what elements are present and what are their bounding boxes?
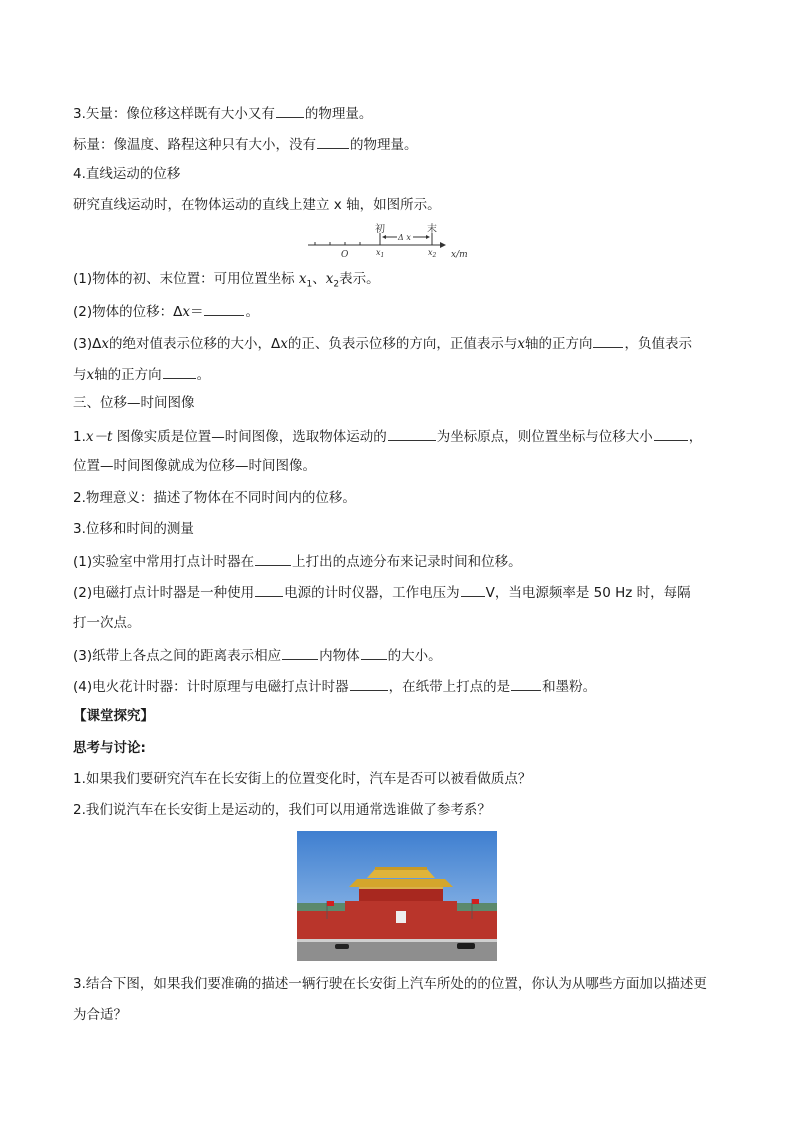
text: ，在纸带上打点的是 <box>388 679 511 695</box>
s3-p2: 2.物理意义：描述了物体在不同时间内的位移。 <box>73 490 356 506</box>
var: x－t <box>85 429 113 445</box>
fill-blank[interactable] <box>276 103 304 118</box>
text: 的绝对值表示位移的大小，Δ <box>108 336 281 352</box>
explore-subheading: 思考与讨论: <box>73 740 146 756</box>
text: ＝ <box>189 304 204 320</box>
text: 、 <box>312 271 326 287</box>
car <box>335 944 349 949</box>
text: 的大小。 <box>387 648 442 664</box>
tiananmen-photo <box>297 831 497 961</box>
q4-item2 <box>73 301 259 321</box>
text: 的物理量。 <box>350 137 418 153</box>
axis-arrow <box>440 242 446 248</box>
text: 表示。 <box>339 271 380 287</box>
s3-item2-line1 <box>73 582 691 602</box>
lower-roof <box>349 879 453 887</box>
label-x1: $x_1$ <box>376 248 385 259</box>
subscript: 2 <box>333 279 340 290</box>
s3-item2-line2: 打一次点。 <box>73 615 141 631</box>
var: x <box>86 367 95 383</box>
s3-item3 <box>73 645 442 665</box>
s3-item1 <box>73 551 522 571</box>
text: (3)Δ <box>73 336 102 352</box>
subscript: 1 <box>306 279 313 290</box>
text: 轴的正方向 <box>524 336 593 352</box>
text: (1)实验室中常用打点计时器在 <box>73 554 255 570</box>
scalar-definition <box>73 134 418 154</box>
text: 图像实质是位置—时间图像，选取物体运动的 <box>112 429 387 445</box>
text: (1)物体的初、末位置：可用位置坐标 <box>73 271 299 287</box>
text: V，当电源频率是 50 Hz 时，每隔 <box>485 585 691 601</box>
text: 的正、负表示位移的方向，正值表示与 <box>287 336 518 352</box>
fill-blank[interactable] <box>654 426 688 441</box>
fill-blank[interactable] <box>593 333 623 348</box>
s3-p1-line1 <box>73 426 702 446</box>
explore-heading: 【课堂探究】 <box>73 708 154 724</box>
text: 轴的正方向 <box>94 367 162 383</box>
fill-blank[interactable] <box>255 582 283 597</box>
q4-heading: 4.直线运动的位移 <box>73 166 181 182</box>
text: 1. <box>73 429 86 445</box>
text: 。 <box>245 304 259 320</box>
var: x <box>325 271 334 287</box>
fill-blank[interactable] <box>282 645 318 660</box>
var: x <box>182 304 190 320</box>
q4-item3-line2 <box>73 364 210 384</box>
portrait <box>396 911 406 923</box>
question-2: 2.我们说汽车在长安街上是运动的，我们可以用通常选谁做了参考系？ <box>73 802 491 818</box>
text: 。 <box>196 367 211 383</box>
q4-item3-line1 <box>73 333 692 353</box>
text: 电源的计时仪器，工作电压为 <box>284 585 460 601</box>
s3-p1-line2: 位置—时间图像就成为位移—时间图像。 <box>73 458 316 474</box>
var: x <box>101 336 109 352</box>
question-1: 1.如果我们要研究汽车在长安街上的位置变化时，汽车是否可以被看做质点？ <box>73 771 532 787</box>
label-start: 初 <box>375 224 385 235</box>
label-origin: O <box>341 250 349 260</box>
q4-item1 <box>73 270 380 294</box>
car <box>457 943 475 949</box>
fill-blank[interactable] <box>350 676 388 691</box>
fill-blank[interactable] <box>317 134 349 149</box>
s3-item4 <box>73 676 596 696</box>
fill-blank[interactable] <box>461 582 485 597</box>
question-3-line1: 3.结合下图，如果我们要准确的描述一辆行驶在长安街上汽车所处的的位置，你认为从哪些方面加以描述更 <box>73 976 707 992</box>
text: ， <box>688 429 703 445</box>
label-axis-unit: x/m <box>451 250 468 260</box>
s3-p3: 3.位移和时间的测量 <box>73 521 194 537</box>
text: 上打出的点迹分布来记录时间和位移。 <box>292 554 522 570</box>
question-3-line2: 为合适？ <box>73 1007 127 1023</box>
section3-heading: 三、位移—时间图像 <box>73 395 195 411</box>
text: (2)物体的位移：Δ <box>73 304 183 320</box>
label-x2: $x_2$ <box>428 248 437 259</box>
text: 为坐标原点，则位置坐标与位移大小 <box>436 429 653 445</box>
text: 3.矢量：像位移这样既有大小又有 <box>73 106 275 122</box>
fill-blank[interactable] <box>163 364 196 379</box>
var: x <box>280 336 288 352</box>
text: 与 <box>73 367 87 383</box>
text: 和墨粉。 <box>542 679 597 695</box>
fill-blank[interactable] <box>511 676 541 691</box>
fill-blank[interactable] <box>255 551 291 566</box>
var: x <box>517 336 525 352</box>
fill-blank[interactable] <box>361 645 387 660</box>
q4-intro: 研究直线运动时，在物体运动的直线上建立 x 轴，如图所示。 <box>73 197 441 213</box>
text: 标量：像温度、路程这种只有大小，没有 <box>73 137 316 153</box>
text: 的物理量。 <box>304 106 373 122</box>
upper-roof <box>367 869 435 878</box>
label-end: 末 <box>427 224 437 235</box>
text: (3)纸带上各点之间的距离表示相应 <box>73 648 282 664</box>
text: ，负值表示 <box>624 336 692 352</box>
text: (4)电火花计时器：计时原理与电磁打点计时器 <box>73 679 349 695</box>
fill-blank[interactable] <box>388 426 436 441</box>
fill-blank[interactable] <box>204 301 244 316</box>
displacement-axis-figure <box>305 220 475 262</box>
text: (2)电磁打点计时器是一种使用 <box>73 585 255 601</box>
text: 内物体 <box>319 648 360 664</box>
var: x <box>298 271 307 287</box>
vector-definition <box>73 103 372 123</box>
label-delta: Δ x <box>398 233 411 242</box>
